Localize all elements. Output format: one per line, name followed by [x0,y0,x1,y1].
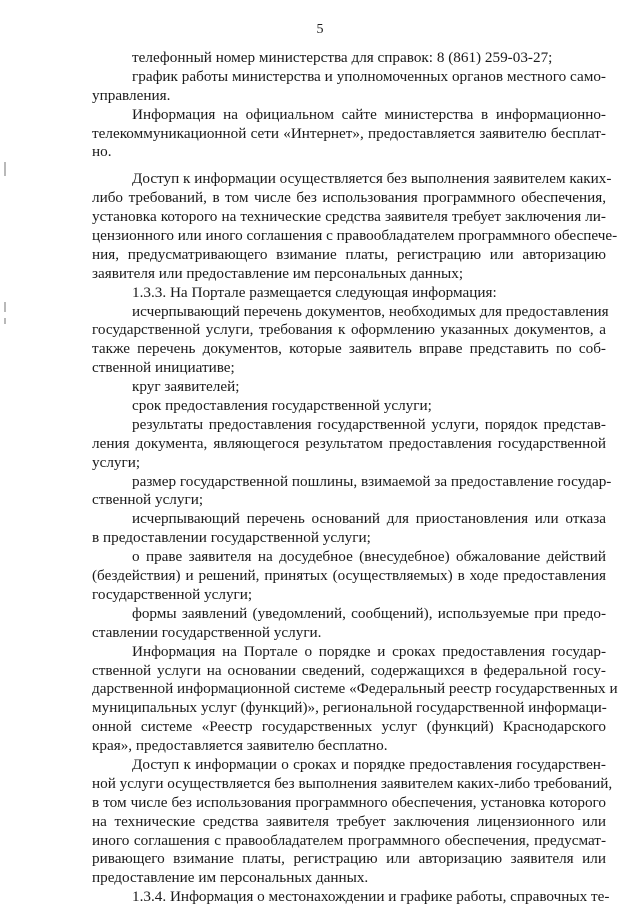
document-body [92,49,618,907]
text-line: ственной услуги; [92,491,204,509]
text-line: онной системе «Реестр государственных услуг (функций) Краснодарского [92,718,606,736]
text-line: в предоставлении государственной услуги; [92,529,371,547]
text-line: предоставление им персональных данных. [92,869,369,887]
text-line: либо требований, в том числе без использования программного обеспечения, [92,189,606,207]
text-line: ной услуги осуществляется без выполнения заявителем каких-либо требований, [92,774,613,792]
text-line: результаты предоставления государственной услуги, порядок представ- [132,415,606,433]
text-line: также перечень документов, которые заявитель вправе представить по соб- [92,340,606,358]
text-line: ривающего взимание платы, регистрацию или авторизацию заявителя или [92,850,606,868]
text-line: Информация на Портале о порядке и сроках предоставления государ- [132,642,606,660]
text-line: на технические средства заявителя требует заключения лицензионного или [92,812,606,830]
text-line: заявителя или предоставление им персональных данных; [92,264,464,282]
text-line: 1.3.4. Информация о местонахождении и графике работы, справочных те- [132,888,610,906]
text-line: ления документа, являющегося результатом предоставления государственной [92,434,606,452]
scan-margin-mark [4,318,6,324]
page-number: 5 [316,22,324,37]
text-line: о праве заявителя на досудебное (внесудебное) обжалование действий [132,548,606,566]
text-line: (бездействия) и решений, принятых (осуществляемых) в ходе предоставления [92,567,606,585]
scan-margin-mark [4,162,6,176]
text-line: иного соглашения с правообладателем программного обеспечения, предусмат- [92,831,606,849]
text-line: круг заявителей; [132,378,240,396]
text-line: края», предоставляется заявителю бесплатно. [92,737,388,755]
text-line: управления. [92,86,171,104]
text-line: государственной услуги, требования к оформлению указанных документов, а [92,321,606,339]
text-line: ставлении государственной услуги. [92,623,322,641]
text-line: график работы министерства и уполномоченных органов местного само- [132,67,606,85]
text-line: ния, предусматривающего взимание платы, регистрацию или авторизацию [92,245,606,263]
text-line: ственной услуги на основании сведений, содержащихся в федеральной госу- [92,661,606,679]
text-line: в том числе без использования программного обеспечения, установка которого [92,793,606,811]
text-line: государственной услуги; [92,585,253,603]
text-line: размер государственной пошлины, взимаемой за предоставление государ- [132,472,612,490]
text-line: исчерпывающий перечень документов, необходимых для предоставления [132,302,609,320]
text-line: но. [92,143,112,161]
text-line: Доступ к информации о сроках и порядке предоставления государствен- [132,755,606,773]
text-line: срок предоставления государственной услуги; [132,397,432,415]
text-line: муниципальных услуг (функций)», региональной государственной информаци- [92,699,607,717]
text-line: исчерпывающий перечень оснований для приостановления или отказа [132,510,606,528]
text-line: телефонный номер министерства для справок: 8 (861) 259-03-27; [132,49,553,66]
text-line: Информация на официальном сайте министерства в информационно- [132,105,606,123]
text-line: установка которого на технические средства заявителя требует заключения ли- [92,208,606,226]
text-line: Доступ к информации осуществляется без выполнения заявителем каких- [132,170,612,188]
text-line: формы заявлений (уведомлений, сообщений), используемые при предо- [132,604,606,622]
text-line: цензионного или иного соглашения с правообладателем программного обеспече- [92,227,618,245]
text-line: телекоммуникационной сети «Интернет», предоставляется заявителю бесплат- [92,124,606,142]
scan-margin-mark [4,302,6,312]
text-line: ственной инициативе; [92,359,235,377]
text-line: 1.3.3. На Портале размещается следующая информация: [132,283,497,301]
text-line: дарственной информационной системе «Федеральный реестр государственных и [92,680,618,698]
text-line: услуги; [92,453,141,471]
